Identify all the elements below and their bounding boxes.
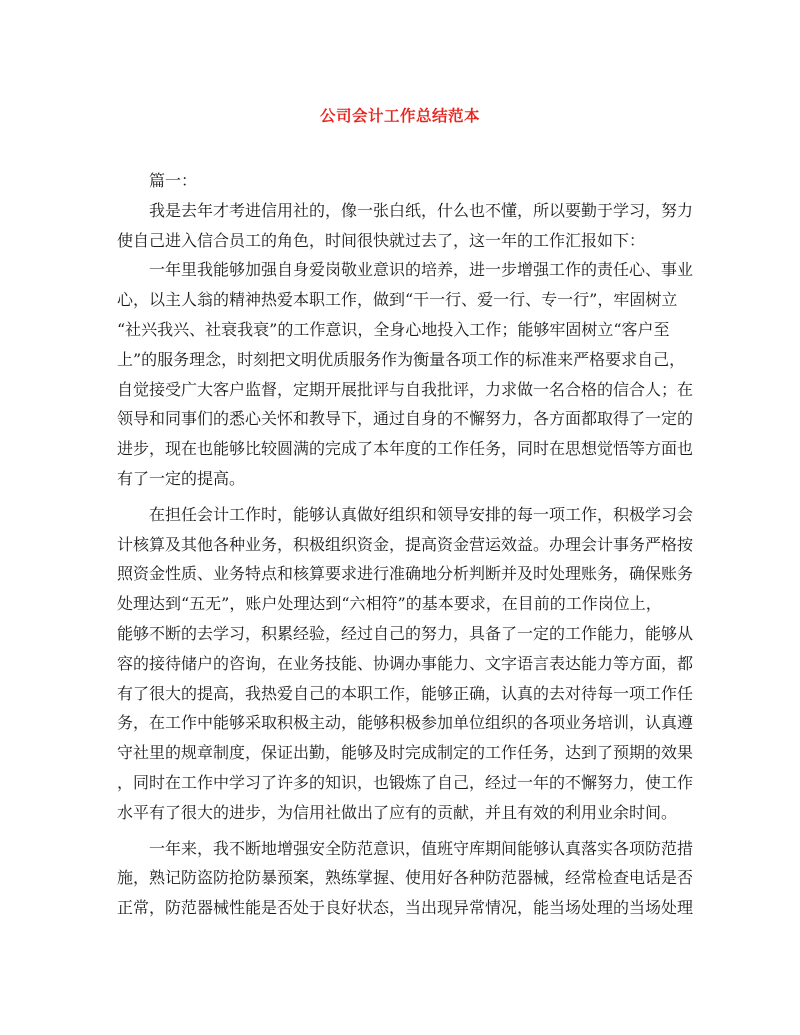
- paragraph-line: 篇一：: [149, 171, 198, 190]
- paragraph-line: “社兴我兴、社衰我衰”的工作意识，全身心地投入工作；能够牢固树立“客户至: [117, 319, 670, 339]
- paragraph-accounting: [117, 500, 694, 828]
- document-body: [117, 166, 694, 923]
- paragraph-line: 能够不断的去学习，积累经验，经过自己的努力，具备了一定的工作能力，能够从: [117, 623, 694, 643]
- paragraph-line: 处理达到“五无”，账户处理达到“六相符”的基本要求，在目前的工作岗位上，: [117, 594, 662, 614]
- paragraph-line: 领导和同事们的悉心关怀和教导下，通过自身的不懈努力，各方面都取得了一定的: [117, 409, 694, 429]
- paragraph-heading: [117, 166, 683, 196]
- paragraph-line: 使自己进入信合员工的角色，时间很快就过去了，这一年的工作汇报如下：: [117, 230, 646, 250]
- paragraph-line: 容的接待储户的咨询，在业务技能、协调办事能力、文字语言表达能力等方面，都: [117, 653, 694, 673]
- paragraph-line: 水平有了很大的进步，为信用社做出了应有的贡献，并且有效的利用业余时间。: [117, 802, 678, 822]
- paragraph-line: 我是去年才考进信用社的，像一张白纸，什么也不懂，所以要勤于学习，努力: [149, 200, 694, 220]
- paragraph-line: 一年来，我不断地增强安全防范意识，值班守库期间能够认真落实各项防范措: [149, 838, 694, 858]
- paragraph-line: 自觉接受广大客户监督，定期开展批评与自我批评，力求做一名合格的信合人；在: [117, 379, 694, 399]
- paragraph-line: 务，在工作中能够采取积极主动，能够积极参加单位组织的各项业务培训，认真遵: [117, 713, 694, 733]
- paragraph-line: 心，以主人翁的精神热爱本职工作，做到“干一行、爱一行、专一行”，牢固树立: [117, 290, 678, 310]
- paragraph-line: 进步，现在也能够比较圆满的完成了本年度的工作任务，同时在思想觉悟等方面也: [117, 439, 694, 459]
- paragraph-line: 一年里我能够加强自身爱岗敬业意识的培养，进一步增强工作的责任心、事业: [149, 260, 694, 280]
- document-title: 公司会计工作总结范本: [319, 107, 480, 125]
- paragraph-line: 正常，防范器械性能是否处于良好状态，当出现异常情况，能当场处理的当场处理: [117, 898, 694, 918]
- paragraph-line: 在担任会计工作时，能够认真做好组织和领导安排的每一项工作，积极学习会: [149, 504, 694, 524]
- paragraph-line: 照资金性质、业务特点和核算要求进行准确地分析判断并及时处理账务，确保账务: [117, 564, 694, 584]
- paragraph-line: 守社里的规章制度，保证出勤，能够及时完成制定的工作任务，达到了预期的效果: [117, 743, 694, 763]
- paragraph-line: ，同时在工作中学习了许多的知识，也锻炼了自己，经过一年的不懈努力，使工作: [117, 772, 694, 792]
- paragraph-line: 有了很大的提高，我热爱自己的本职工作，能够正确，认真的去对待每一项工作任: [117, 683, 694, 703]
- paragraph-line: 施，熟记防盗防抢防暴预案，熟练掌握、使用好各种防范器械，经常检查电话是否: [117, 868, 694, 888]
- paragraph-line: 计核算及其他各种业务，积极组织资金，提高资金营运效益。办理会计事务严格按: [117, 534, 694, 554]
- paragraph-attitude: [117, 255, 694, 493]
- paragraph-security: [117, 834, 694, 923]
- paragraph-line: 上”的服务理念，时刻把文明优质服务作为衡量各项工作的标准来严格要求自己，: [117, 349, 686, 369]
- paragraph-line: 有了一定的提高。: [117, 468, 246, 488]
- paragraph-intro: [117, 196, 694, 256]
